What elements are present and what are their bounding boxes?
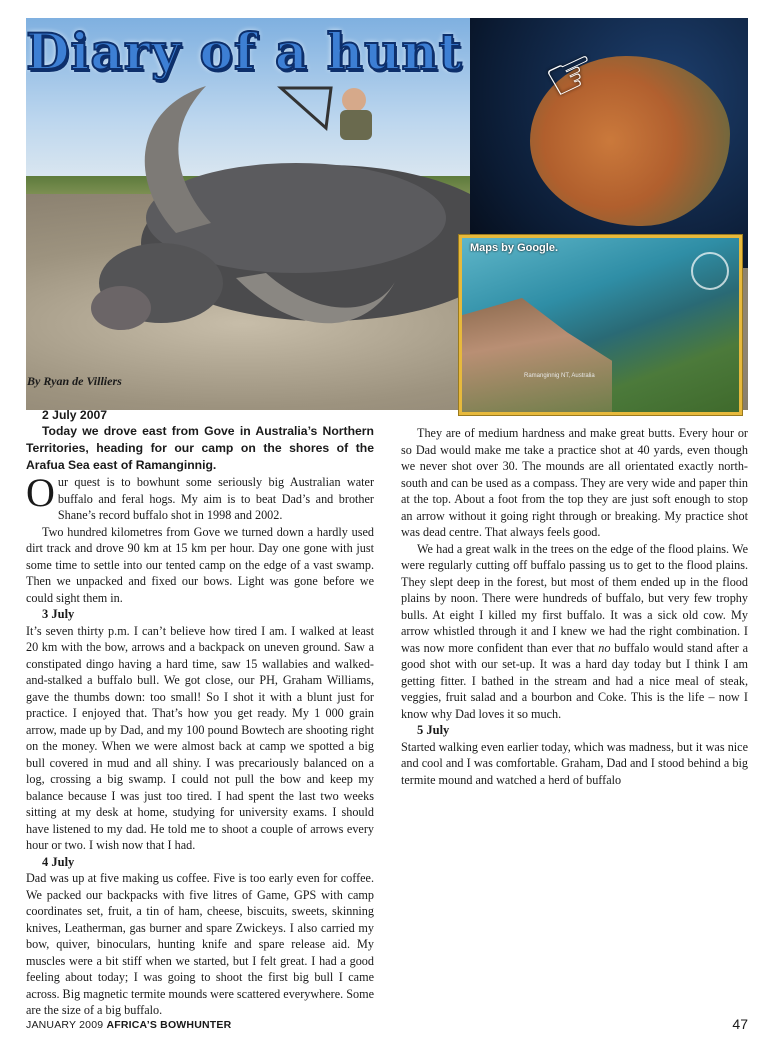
text-column-right xyxy=(401,425,748,788)
entry-date: 4 July xyxy=(42,854,75,869)
body-paragraph: We had a great walk in the trees on the edge of the flood plains. We were regularly cutting off buffalo passing us to get to the flood plains. They slept deep in the forest, but most of them ended up in the flood plains by noon. There were hundreds of buffalo, but very few trophy bulls. At eight I killed my first buffalo. It was a sick old cow. My arrow whistled through it and I knew we had the right combination. I was now more confident than ever that no buffalo would stand after a good shot with our set-up. It was a hard day today but I think I am getting fitter. I bathed in the stream and had a nice meal of steak, veggies, fruit salad and a bourbon and Coke. This is the life – now I know why Dad loves it so much. xyxy=(401,541,748,721)
body-paragraph: Our quest is to bowhunt some seriously big Australian water buffalo and feral hogs. My aim is to beat Dad’s and brother Shane’s record buffalo shot in 1998 and 2002. xyxy=(26,470,374,522)
footer-issue: JANUARY 2009 AFRICA’S BOWHUNTER xyxy=(26,1019,232,1031)
body-paragraph: They are of medium hardness and make great butts. Every hour or so Dad would make me take a practice shot at 40 yards, even though we never shot over 30. The mounds are all orientated exactly north-south and can be used as a compass. They are very wide and paper thin at the top. About a foot from the top they are just soft enough to stop an arrow without it going right through or breaking. My practice shot was dead centre. That always feels good. xyxy=(401,426,748,539)
drop-cap: O xyxy=(26,470,55,515)
magazine-name: AFRICA’S BOWHUNTER xyxy=(106,1019,232,1031)
globe-map xyxy=(470,18,748,268)
entry-date: 3 July xyxy=(42,607,75,621)
page-number: 47 xyxy=(732,1016,748,1032)
map-credit: Maps by Google. xyxy=(470,242,559,254)
body-paragraph: Two hundred kilometres from Gove we turned down a hardly used dirt track and drove 90 km at 15 km per hour. Day one gone with just some time to settle into our tented camp on the edge of a vast swamp. Then we unpacked and fixed our bows. Light was gone before we could sight them in. xyxy=(26,524,374,605)
entry-date: 2 July 2007 xyxy=(42,408,108,422)
article-title: Diary of a hunt xyxy=(26,22,463,81)
intro-paragraph: Today we drove east from Gove in Australia’s Northern Territories, heading for our camp on the shores of the Arafua Sea east of Ramanginnig. xyxy=(26,424,374,472)
body-paragraph: It’s seven thirty p.m. I can’t believe how tired I am. I walked at least 20 km with the bow, arrows and a backpack on uneven ground. Saw a constipated dingo having a hard time, saw 15 wallabies and walked-and-stalked a buffalo bull. We got close, our PH, Graham Williams, gave the thumbs down: too small! So I shot it with a blunt just for practice. I enjoyed that. That’s how you get ready. My 1 000 grain arrow, made up by Dad, and my 100 pound Bowtech are shooting right on the money. When we were almost back at camp we spotted a big bull covered in mud and all shiny. I was precariously balanced on a log, crossing a big swamp. I could not pull the bow and keep my balance because I was just too tired. I had spent the last two weeks sitting at my desk at home, studying for university exams. I should have listened to my dad. He told me to shoot a couple of arrows every hour or two. I wish now that I had. xyxy=(26,623,374,852)
inset-map-land xyxy=(462,298,612,412)
pointing-hand-icon: ☞ xyxy=(534,34,610,115)
text-column-left xyxy=(26,407,374,1019)
body-paragraph: Started walking even earlier today, which was madness, but it was nice and cool and I was comfortable. Graham, Dad and I stood behind a big termite mound and watched a herd of buffalo xyxy=(401,739,748,787)
byline: By Ryan de Villiers xyxy=(27,374,122,388)
body-paragraph: Dad was up at five making us coffee. Five is too early even for coffee. We packed our backpacks with five litres of Game, GPS with camp coordinates set, fruit, a tin of ham, cheese, biscuits, sweets, skinning knives, Leatherman, gas burner and spare Zwickeys. I also carried my bow, quiver, binoculars, hunting knife and spare release aid. My muscles were a bit stiff when we started, but I felt great. I had a good feeling about today; I was going to shoot the first big bull I came across. Big magnetic termite mounds were scattered everywhere. Some are the size of a big buffalo. xyxy=(26,871,374,1017)
map-caption: Ramanginnig NT, Australia xyxy=(524,373,595,379)
inset-map xyxy=(459,235,742,415)
entry-date: 5 July xyxy=(417,723,450,737)
compass-icon xyxy=(691,252,729,290)
